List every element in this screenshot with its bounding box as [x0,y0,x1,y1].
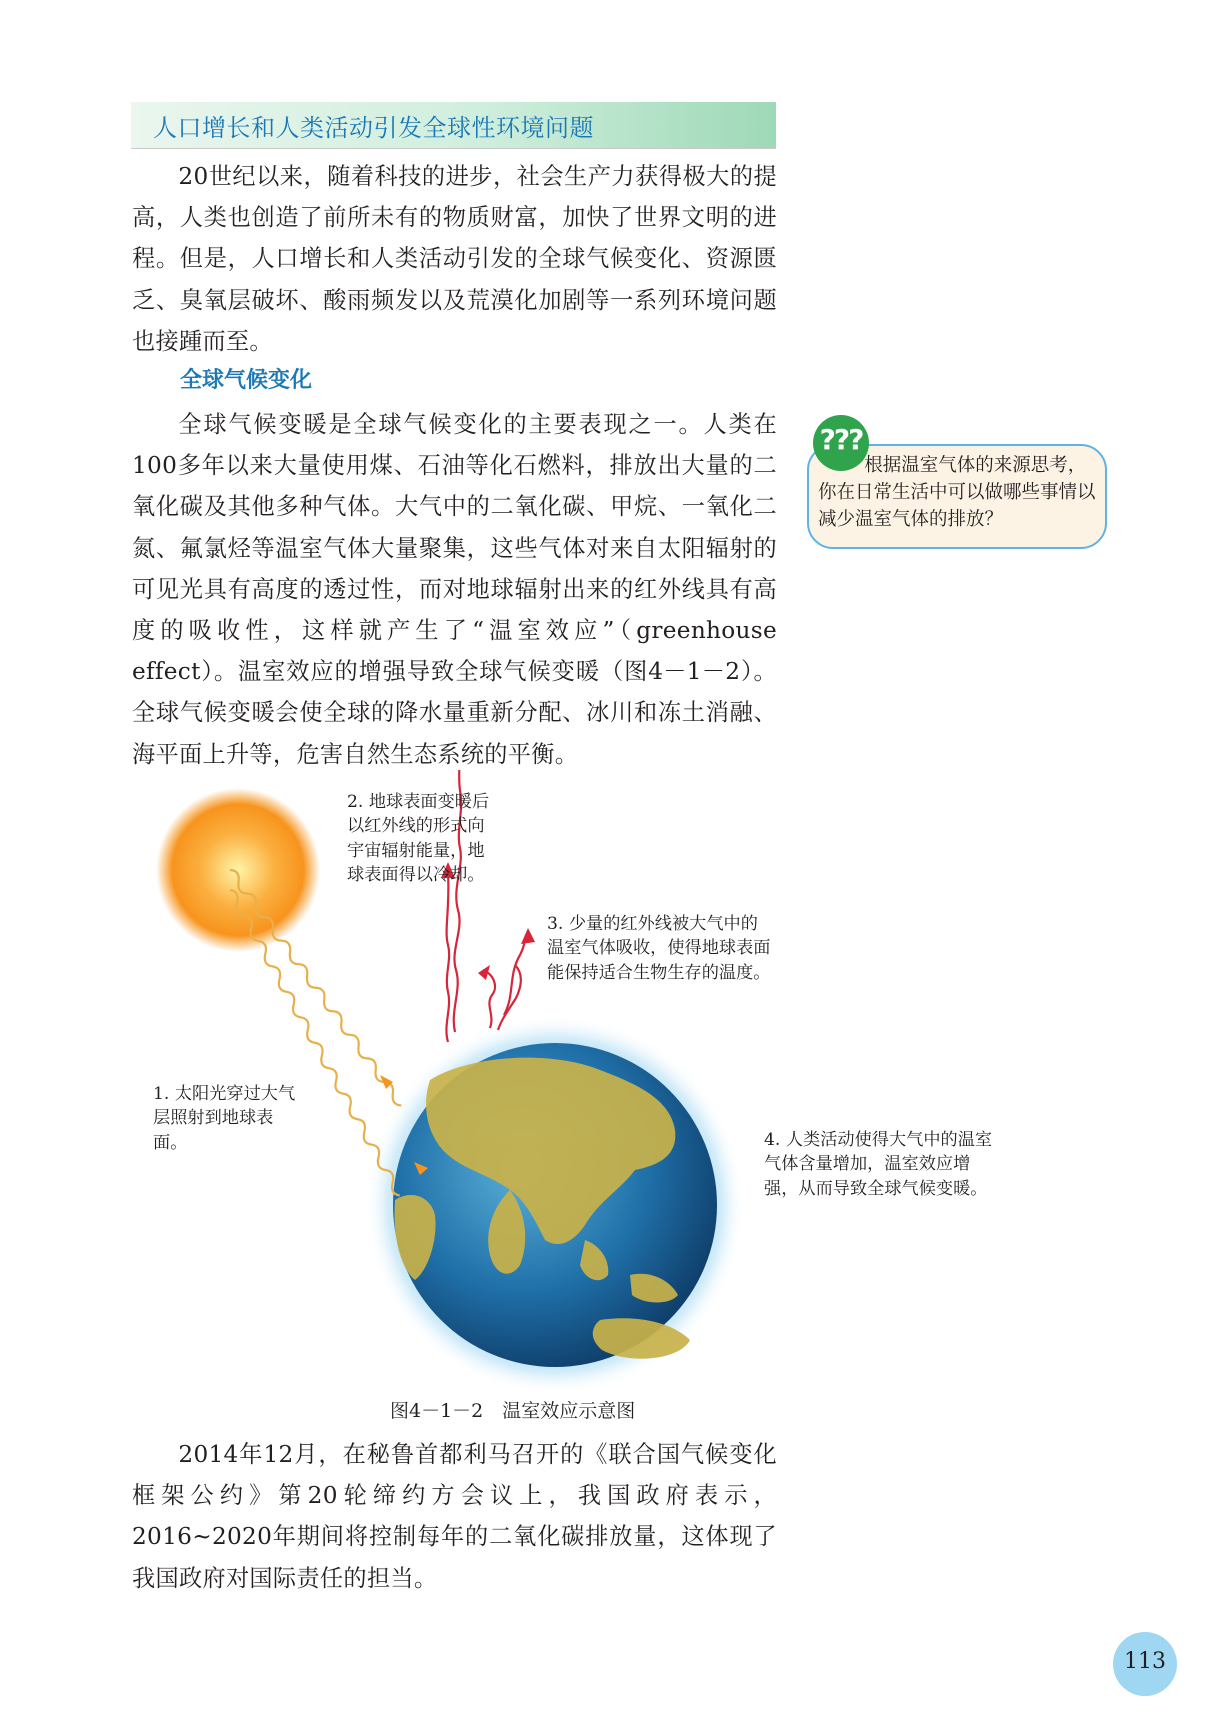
think-box-text: 根据温室气体的来源思考，你在日常生活中可以做哪些事情以减少温室气体的排放？ [818,455,1096,530]
page-number-badge [1113,1632,1177,1696]
climate-paragraph: 全球气候变暖是全球气候变化的主要表现之一。人类在100多年以来大量使用煤、石油等化石燃料，排放出大量的二氧化碳及其他多种气体。大气中的二氧化碳、甲烷、一氧化二氮、氟氯烃等温室气体大量聚集，这些气体对来自太阳辐射的可见光具有高度的透过性，而对地球辐射出来的红外线具有高度的吸收性，这样就产生了“温室效应”（greenhouse effect）。温室效应的增强导致全球气候变暖（图4－1－2）。全球气候变暖会使全球的降水量重新分配、冰川和冻土消融、海平面上升等，危害自然生态系统的平衡。 [132,411,777,768]
sun-icon [156,788,320,952]
conference-paragraph: 2014年12月，在秘鲁首都利马召开的《联合国气候变化框架公约》第20轮缔约方会议上，我国政府表示，2016~2020年期间将控制每年的二氧化碳排放量，这体现了我国政府对国际责任的担当。 [132,1441,777,1592]
section-title: 人口增长和人类活动引发全球性环境问题 [153,114,594,142]
figure-label-2: 2. 地球表面变暖后以红外线的形式向宇宙辐射能量，地球表面得以冷却。 [347,792,490,886]
think-icon-text: ??? [819,423,863,456]
section-header [131,102,776,149]
subheading-climate-change: 全球气候变化 [180,368,313,393]
figure-caption: 图4－1－2 温室效应示意图 [390,1400,636,1422]
page-number: 113 [1124,1649,1166,1674]
figure-label-3: 3. 少量的红外线被大气中的温室气体吸收，使得地球表面能保持适合生物生存的温度。 [547,914,771,983]
greenhouse-effect-figure [130,770,1010,1390]
intro-paragraph: 20世纪以来，随着科技的进步，社会生产力获得极大的提高，人类也创造了前所未有的物质财富，加快了世界文明的进程。但是，人口增长和人类活动引发的全球气候变化、资源匮乏、臭氧层破坏、酸雨频发以及荒漠化加剧等一系列环境问题也接踵而至。 [132,163,777,355]
figure-label-1: 1. 太阳光穿过大气层照射到地球表面。 [153,1084,296,1153]
figure-label-4: 4. 人类活动使得大气中的温室气体含量增加，温室效应增强，从而导致全球气候变暖。 [764,1130,993,1199]
infrared-arrowhead [521,928,535,944]
